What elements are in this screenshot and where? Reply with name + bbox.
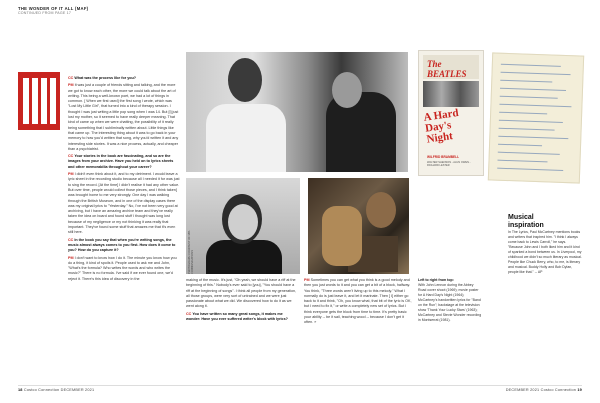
- sidebar-heading: [508, 214, 544, 229]
- poster-credits: WALTER SHENSON - ALUN OWEN - RICHARD LESTER: [427, 161, 471, 167]
- running-head-subtitle: CONTINUED FROM PAGE 17: [18, 11, 72, 15]
- running-head-title: THE WONDER OF IT ALL (MAF): [18, 6, 89, 11]
- poster-band-name: The BEATLES: [427, 59, 467, 79]
- answer-text: Sometimes you can get what you think is a good melody and then you just words to it and you can get a bit of a block, halfway. You think, "Three words aren't living up to this melody." What I normally do is just leave it, and let it marinate. Then [ I] either go back to it and think, "Oh, you know what, that bit of the lyric is OK, but I need to fix it," or write a completely new set of lyrics. But I think everyone gets the block from time to time. It's pretty basic your ability -- be it sail, teaching wood -- because I don't get it often. »: [304, 278, 412, 325]
- handwritten-lyrics-image: [488, 52, 584, 183]
- issue-date: DECEMBER 2021: [505, 388, 540, 392]
- sidebar-text: In The Lyrics, Paul McCartney mentions books and writers that inspired him. "I think I always come back to Lewis Carroll," he says. "Because John and I both liked him and it kind of sparked a bond between us. In Liverpool, my childhood we didn't so much literary as musical. People like Chuck Berry, who, to me, is literary and musical. Buddy Holly and Bob Dylan, people like that." -- AP: [508, 230, 582, 274]
- question-text: You have written so many great songs, it makes me wonder: Have you ever suffered writer's block with lyrics?: [186, 311, 288, 322]
- answer-text: I don't want to know how I do it. The minute you know how you do a thing, it kind of spoils it. People used to ask me and John, "What's the formula? Who writes the words and who writes the music?" There is no formula. I've said if we ever found one, we'd reject it. There's this idea of discovery in the: [68, 255, 177, 281]
- answer-text: It was just a couple of friends sitting and talking, and the more we got to know each other, the more we could talk about the art of writing. This being a well-known poet, we had a lot of things in common. [ When we first used] the first song I wrote, which was "Lost My Little Girl", that turned into a kind of therapy session. I thought I was just writing a little pop song when I was 14. But [I] just lost my mother, so it seemed to have really deeper meaning. That kind of came up when we were chatting, the possibility of it really being something that I subliminally written about. Little things like that came up. The interesting thing about it was to go back in your memory to how you'd written that song, why you'd written it and any interesting side stories. It was a nice process, actually, and cheaper than a psychiatrist.: [68, 83, 179, 151]
- paragraph: [186, 312, 298, 323]
- poster-title-line: A Hard: [422, 107, 460, 124]
- paragraph: [68, 154, 180, 170]
- paragraph: [68, 76, 180, 81]
- photo-lennon-mccartney: [186, 52, 408, 172]
- answer-text: making of the music. It's just, "Oh yeah, we should have a riff at the beginning of this." Nobody's ever said to [you], "You should have a riff at the beginning of songs". I think all people from my generation, all those groups, were very sort of untrained and we were just passionate about what we did. We discovered how to do it as we went along it.: [186, 278, 297, 309]
- photo-credit: PHOTOGRAPH COURTESY OF MPL COMMUNICATIONS: [188, 230, 194, 274]
- photo-caption: [418, 278, 482, 323]
- piano-keys-graphic: [18, 72, 60, 130]
- publication-name: Costco Connection: [23, 388, 60, 392]
- caption-lead: Left to right from top:: [418, 278, 454, 282]
- question-text: What was the process like for you?: [74, 76, 137, 80]
- question-text: In the book you say that when you're writing songs, the music almost always comes to you first. How does it come to you? How do you capture it?: [68, 237, 176, 253]
- poster-title-line: Night: [425, 130, 454, 146]
- caption-text: With John Lennon during the Abbey Road cover shoot (1969); movie poster for A Hard Day's Night (1964); McCartney's handwritten lyrics for "Band on the Run"; backstage at the television show 'Thank Your Lucky Stars' (1963); McCartney and Stevie Wonder recording in Montserrat (1981).: [418, 283, 482, 322]
- paragraph: [68, 172, 180, 236]
- answer-text: I didn't even think about it, and to my detriment. I would leave a lyric sheet in the recording studio because all I needed it for was just to sing the record. [At the time] I didn't realise it had any other value. But over time, people would collect those pieces, and I think taken] was brought home to me very strongly. One day I was walking through the British Museum, and in one of the display cases there was my original lyrics to "Yesterday." No, I've not been very good at archiving, but I have an amazing archive team and they've really taken the idea on board and found stuff I thought was long lost because of my negligence or my not thinking it was really that important. They've found some stuff that amazes me that it's even still here.: [68, 172, 180, 235]
- poster-band-photos: [423, 81, 479, 107]
- speaker-tag: CC: [68, 237, 74, 242]
- footer-left: [18, 388, 94, 392]
- footer-right: [506, 388, 582, 392]
- issue-date: DECEMBER 2021: [60, 388, 95, 392]
- speaker-tag: CC: [68, 154, 74, 159]
- page-number: 18: [18, 388, 23, 392]
- paragraph: [68, 83, 180, 152]
- article-column-two: [186, 278, 298, 324]
- speaker-tag: CC: [186, 311, 192, 316]
- article-column-one: [68, 76, 180, 284]
- running-head: [18, 6, 88, 15]
- paragraph: [304, 278, 412, 326]
- poster-title-line: Day's: [424, 119, 453, 135]
- page-number: 19: [577, 388, 582, 392]
- footer-rule: [18, 385, 582, 386]
- speaker-tag: PM: [68, 255, 74, 260]
- article-column-three: [304, 278, 412, 328]
- speaker-tag: CC: [68, 76, 74, 80]
- movie-poster-image: [418, 50, 484, 176]
- photo-mccartney-portrait: [186, 178, 300, 274]
- sidebar-heading-line: inspiration: [508, 221, 544, 229]
- photo-recording-session: [308, 178, 409, 274]
- sidebar-heading-line: Musical: [508, 214, 534, 221]
- speaker-tag: PM: [68, 172, 74, 177]
- speaker-tag: PM: [68, 83, 74, 88]
- speaker-tag: PM: [304, 278, 310, 282]
- paragraph: [68, 238, 180, 254]
- poster-title: [423, 105, 481, 145]
- paragraph: [186, 278, 298, 310]
- publication-name: Costco Connection: [540, 388, 577, 392]
- paragraph: [68, 256, 180, 282]
- poster-cast: WILFRID BRAMBELL: [427, 155, 460, 159]
- question-text: Your stories in the book are fascinating, and so are the images from your archive. Have you held on to lyrics sheets and other memorabilia throughout your career?: [68, 154, 174, 169]
